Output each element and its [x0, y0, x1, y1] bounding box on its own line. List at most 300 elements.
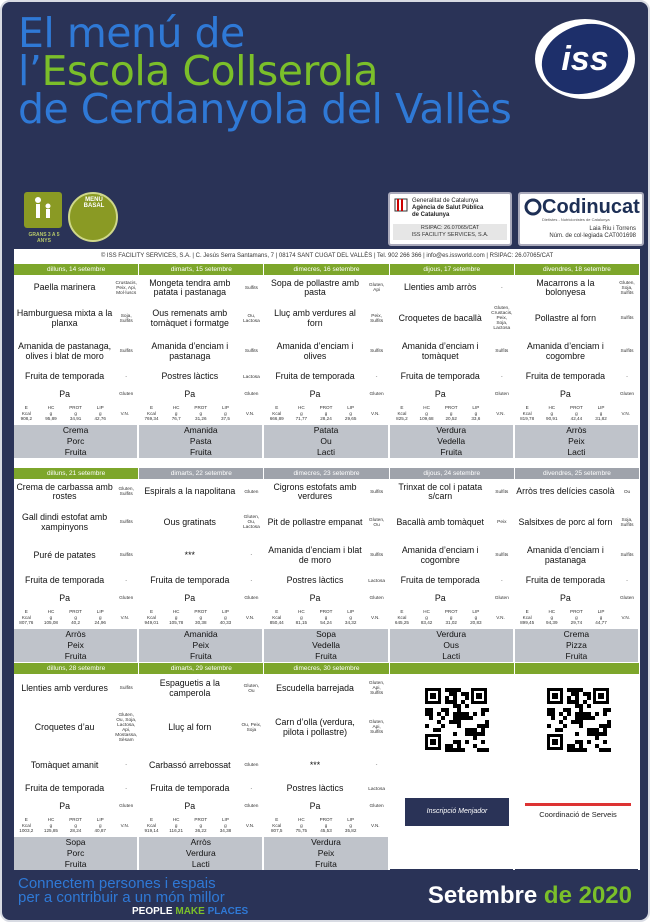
- dinner-item: Verdura: [436, 629, 467, 639]
- nutrition-value: [314, 405, 339, 422]
- nutrition-number: 109,68: [419, 416, 434, 422]
- dish-name: Amanida de pastanaga, olives i blat de moro: [18, 341, 112, 361]
- dinner-item: Fruita: [64, 651, 87, 661]
- nutrition-vn: V.N.: [120, 614, 130, 620]
- dish-name: Fruita de temporada: [275, 371, 355, 382]
- day-header: dimecres, 30 setembre: [264, 663, 389, 674]
- dinner-suggestion: [139, 629, 262, 662]
- nutrition-vn: V.N.: [371, 822, 380, 828]
- day-header-row: [14, 264, 640, 275]
- dinner-item: Fruita: [440, 447, 463, 457]
- nutrition-label: LIP: [597, 609, 605, 615]
- nutrition-unit: Kcal: [522, 614, 532, 620]
- nutrition-row: [264, 815, 387, 837]
- nutrition-label: E: [275, 817, 279, 823]
- allergens: Sulfits: [620, 349, 634, 354]
- dish-name: Fruita de temporada: [24, 575, 105, 586]
- nutrition-unit: Kcal: [147, 410, 156, 416]
- iss-logo-text: iss: [561, 40, 609, 78]
- week-grid: [14, 275, 640, 458]
- nutrition-number: 30,38: [195, 620, 207, 626]
- dish-row: [14, 336, 137, 368]
- dinner-item: Peix: [192, 640, 210, 650]
- allergens: Sulfits: [244, 285, 258, 291]
- dish-name: Lluç al forn: [168, 721, 212, 732]
- dinner-item: Fruita: [315, 651, 337, 661]
- qr-panel-coordinacio: [519, 678, 637, 866]
- dish-name: Macarrons a la bolonyesa: [536, 277, 595, 297]
- iss-logo-icon: [532, 16, 638, 102]
- allergens: -: [626, 374, 628, 380]
- dish-row: [390, 275, 513, 302]
- nutrition-unit: g: [300, 410, 303, 416]
- nutrition-value: [289, 405, 314, 422]
- day-header-empty: [515, 663, 640, 674]
- dish-name: Llenties amb arròs: [404, 282, 477, 293]
- dish-name: Bacallà amb tomàquet: [396, 516, 484, 527]
- day-column: [390, 479, 515, 662]
- nutrition-value: [139, 609, 164, 626]
- dish-name: Fruita de temporada: [24, 783, 105, 794]
- nutrition-unit: Kcal: [21, 822, 31, 828]
- age-badge-label: GRANS 3 A 5 ANYS: [28, 232, 60, 244]
- nutrition-row: [515, 403, 638, 425]
- allergens: -: [125, 374, 127, 380]
- menu-basal-label: MENÚ BASAL: [83, 197, 105, 209]
- dish-row: [14, 302, 137, 336]
- nutrition-number: 31,82: [595, 416, 607, 422]
- nutrition-unit: Kcal: [21, 614, 31, 620]
- dish-name: Espirals a la napolitana: [144, 486, 236, 497]
- dinner-item: Fruita: [64, 859, 87, 869]
- dish-name: Pa: [434, 592, 446, 603]
- dish-row: [515, 368, 638, 387]
- nutrition-label: PROT: [194, 817, 208, 823]
- allergens: Gluten: [369, 392, 384, 397]
- dish-name: Postres làctics: [286, 783, 344, 794]
- nutrition-unit: g: [324, 614, 328, 620]
- nutrition-row: [139, 403, 262, 425]
- day-header: dimarts, 29 setembre: [139, 663, 264, 674]
- nutrition-value: [289, 609, 314, 626]
- day-header-row: [14, 468, 640, 479]
- nutrition-value: [213, 609, 238, 626]
- allergens: Gluten: [369, 596, 384, 601]
- dish-row: [264, 752, 387, 780]
- nutrition-label: HC: [298, 609, 305, 615]
- nutrition-value: [39, 609, 64, 626]
- dinner-item: Crema: [563, 629, 590, 639]
- dish-row: [14, 780, 137, 799]
- allergens: -: [501, 374, 503, 380]
- dish-name: Fruita de temporada: [400, 575, 480, 586]
- nutrition-label: HC: [172, 609, 180, 615]
- nutrition-label: E: [275, 405, 279, 411]
- nutrition-label: HC: [47, 405, 55, 411]
- allergens: Lactosa: [368, 578, 386, 584]
- nutrition-value: [338, 817, 363, 834]
- codinucat-name: Codinucat: [542, 196, 640, 218]
- nutrition-number: 37,5: [220, 416, 230, 422]
- nutrition-number: 807,76: [19, 620, 34, 626]
- dish-row: [139, 479, 262, 506]
- dish-name: Mongeta tendra amb patata i pastanaga: [149, 277, 231, 297]
- dinner-item: Patata: [313, 425, 339, 435]
- nutrition-value: [63, 405, 88, 422]
- age-badge: [24, 192, 62, 244]
- allergens: -: [125, 786, 127, 792]
- nutrition-label: PROT: [69, 405, 82, 411]
- allergens: Gluten, Sulfits: [118, 487, 134, 497]
- allergens: Gluten, Api, Sulfits: [368, 720, 385, 735]
- company-header: © ISS FACILITY SERVICES, S.A. | C. Jesús Serra Santamans, 7 | 08174 SANT CUGAT DEL VALLÈS | Tel. 902 266 366 | info@es.issworld.com | RSIPAC: 26.07065/CAT: [100, 253, 554, 259]
- nutrition-number: 24,96: [94, 620, 106, 626]
- dish-name: Gall dindi estofat amb xampinyons: [22, 512, 108, 532]
- nutrition-number: 95,89: [45, 416, 57, 422]
- day-column: [264, 275, 389, 458]
- nutrition-value: [264, 405, 289, 422]
- family-icon: [24, 192, 62, 228]
- nutrition-label: HC: [47, 609, 55, 615]
- nutrition-label: E: [525, 609, 529, 615]
- nutrition-unit: g: [224, 614, 227, 620]
- slogan-line-1: Connectem persones i espais: [18, 875, 216, 892]
- nutrition-value: [515, 405, 540, 422]
- dinner-item: Peix: [67, 640, 84, 650]
- dinner-item: Arròs: [190, 837, 211, 847]
- allergens: Gluten: [494, 392, 509, 397]
- dish-row: [515, 479, 638, 506]
- nutrition-unit: g: [199, 822, 203, 828]
- nutrition-row: [515, 607, 638, 629]
- dish-row: [14, 572, 137, 591]
- dinner-item: Peix: [568, 436, 585, 446]
- nutrition-label: PROT: [319, 405, 333, 411]
- nutrition-value: [539, 405, 564, 422]
- allergens: Soja, Sulfits: [620, 517, 634, 528]
- nutrition-unit: g: [199, 614, 203, 620]
- nutrition-number: 31,26: [195, 416, 207, 422]
- allergens: Sulfits: [119, 349, 133, 354]
- nutrition-unit: g: [174, 822, 178, 828]
- nutrition-unit: g: [300, 614, 303, 620]
- dinner-suggestion: [515, 629, 638, 662]
- dinner-suggestion: [14, 837, 137, 870]
- dish-name: Pa: [309, 800, 321, 811]
- nutrition-value: [88, 609, 113, 626]
- nutrition-number: 769,34: [144, 416, 159, 422]
- nutrition-unit: g: [599, 410, 603, 416]
- nutrition-unit: Kcal: [272, 822, 282, 828]
- dish-row: [139, 591, 262, 607]
- dish-row: [390, 387, 513, 403]
- nutrition-unit: g: [98, 410, 102, 416]
- nutrition-vn: V.N.: [120, 410, 130, 416]
- dish-name: Carn d’olla (verdura, pilota i pollastre): [275, 717, 355, 737]
- nutrition-label: LIP: [472, 405, 480, 411]
- allergens: Peix, Sulfits: [370, 313, 384, 324]
- gencat-emblem-icon: [394, 198, 408, 212]
- nutrition-number: 908,2: [20, 416, 33, 422]
- dish-name: Carbassó arrebossat: [148, 759, 231, 770]
- dinner-item: Fruita: [315, 859, 337, 869]
- nutrition-number: 28,24: [320, 416, 332, 422]
- dish-row: [139, 540, 262, 572]
- day-header: dijous, 17 setembre: [390, 264, 515, 275]
- nutrition-value: [39, 817, 64, 834]
- nutrition-label: PROT: [194, 405, 208, 411]
- slogan-line-2: per a contribuir a un món millor: [18, 889, 225, 906]
- nutrition-unit: Kcal: [397, 614, 407, 620]
- nutrition-vn: V.N.: [496, 614, 505, 620]
- nutrition-vn: V.N.: [245, 822, 255, 828]
- dinner-item: Verdura: [185, 848, 216, 858]
- day-column: [264, 479, 389, 662]
- allergens: Sulfits: [370, 553, 384, 558]
- nutrition-number: 29,74: [570, 620, 583, 626]
- nutrition-number: 807,5: [270, 828, 283, 834]
- dish-row: [264, 540, 387, 572]
- nutrition-unit: g: [550, 614, 554, 620]
- day-header: divendres, 25 setembre: [515, 468, 640, 479]
- tagline-make: MAKE: [175, 906, 205, 917]
- slogan: [18, 877, 225, 905]
- nutrition-number: 35,82: [344, 828, 357, 834]
- dish-name: Croquetes de bacallà: [398, 312, 482, 323]
- nutrition-value: [188, 817, 213, 834]
- nutrition-value: [289, 817, 314, 834]
- nutrition-label: LIP: [347, 609, 355, 615]
- nutrition-number: 105,08: [43, 620, 58, 626]
- nutrition-label: HC: [298, 817, 305, 823]
- dish-row: [264, 275, 387, 302]
- allergens: -: [375, 374, 378, 380]
- dinner-item: Lacti: [567, 447, 586, 457]
- day-header: dilluns, 14 setembre: [14, 264, 139, 275]
- qr-code-icon: [423, 686, 489, 752]
- nutrition-vn: V.N.: [371, 614, 380, 620]
- qr-code-icon: [545, 686, 611, 752]
- dinner-item: Pasta: [189, 436, 212, 446]
- nutrition-number: 44,77: [595, 620, 607, 626]
- nutrition-label: LIP: [221, 817, 229, 823]
- dietitian-number: Núm. de col·legiada CAT001698: [549, 233, 636, 239]
- nutrition-number: 34,32: [344, 620, 357, 626]
- nutrition-label: HC: [172, 817, 180, 823]
- allergens: -: [501, 285, 503, 291]
- nutrition-number: 76,7: [171, 416, 181, 422]
- dish-row: [264, 780, 387, 799]
- nutrition-unit: g: [324, 822, 328, 828]
- dinner-suggestion: [14, 425, 137, 458]
- dish-row: [139, 799, 262, 815]
- dish-row: [390, 368, 513, 387]
- nutrition-number: 34,38: [219, 828, 232, 834]
- allergens: Gluten, Ou: [243, 683, 260, 694]
- gencat-l1: Generalitat de Catalunya: [412, 198, 479, 204]
- allergens: Gluten: [494, 596, 509, 601]
- dish-name: Arròs tres delícies casolà: [516, 486, 615, 497]
- nutrition-unit: g: [49, 822, 53, 828]
- dish-name: Pa: [434, 388, 446, 399]
- dish-row: [264, 704, 387, 752]
- day-column: [139, 479, 264, 662]
- nutrition-unit: g: [98, 822, 102, 828]
- nutrition-number: 40,87: [94, 828, 106, 834]
- nutrition-label: E: [275, 609, 279, 615]
- nutrition-unit: g: [74, 410, 77, 416]
- gencat-logo: [388, 192, 512, 246]
- nutrition-vn: V.N.: [245, 410, 255, 416]
- dish-name: Lluç amb verdures al forn: [274, 308, 356, 328]
- nutrition-value: [464, 405, 489, 422]
- allergens: Gluten: [369, 804, 384, 809]
- dinner-item: Vedella: [437, 436, 466, 446]
- allergens: -: [125, 578, 127, 584]
- nutrition-unit: g: [324, 410, 328, 416]
- dish-row: [14, 479, 137, 506]
- allergens: Gluten: [619, 392, 635, 397]
- dish-row: [264, 506, 387, 540]
- nutrition-unit: g: [174, 410, 178, 416]
- dinner-item: Ou: [320, 436, 332, 446]
- dish-name: Croquetes d’au: [34, 721, 95, 732]
- nutrition-number: 105,78: [169, 620, 184, 626]
- nutrition-unit: g: [474, 614, 478, 620]
- month-name: Setembre: [427, 882, 538, 909]
- dinner-item: Arròs: [566, 425, 587, 435]
- month-year: 2020: [578, 882, 632, 909]
- nutrition-vn: V.N.: [371, 410, 380, 416]
- day-column: [14, 674, 139, 870]
- allergens: Gluten, Api, Sulfits: [368, 681, 385, 696]
- nutrition-unit: Kcal: [147, 614, 156, 620]
- nutrition-value: [164, 817, 189, 834]
- allergens: Sulfits: [620, 553, 634, 558]
- qr-title: Coordinació de Serveis: [539, 810, 617, 819]
- nutrition-unit: g: [224, 410, 227, 416]
- day-header: dimarts, 22 setembre: [139, 468, 264, 479]
- dish-row: [390, 479, 513, 506]
- allergens: Sulfits: [495, 553, 509, 558]
- nutrition-unit: g: [349, 410, 352, 416]
- nutrition-number: 42,44: [570, 416, 583, 422]
- nutrition-label: HC: [298, 405, 305, 411]
- dinner-suggestion: [14, 629, 137, 662]
- day-header: divendres, 18 setembre: [515, 264, 640, 275]
- dish-row: [390, 302, 513, 336]
- nutrition-row: [390, 403, 513, 425]
- dinner-suggestion: [515, 425, 638, 458]
- allergens: Crustacis, Peix, Api, Mol·luscs: [115, 280, 137, 296]
- dish-row: [14, 704, 137, 752]
- nutrition-value: [338, 609, 363, 626]
- nutrition-label: LIP: [96, 817, 104, 823]
- title-line-1: El menú de: [18, 9, 245, 57]
- nutrition-number: 31,02: [445, 620, 457, 626]
- nutrition-number: 81,15: [295, 620, 308, 626]
- nutrition-number: 666,89: [269, 416, 284, 422]
- day-column: [264, 674, 389, 870]
- nutrition-value: [88, 817, 113, 834]
- dinner-item: Porc: [66, 436, 85, 446]
- dish-name: Ous gratinats: [163, 516, 216, 527]
- day-header-empty: [390, 663, 515, 674]
- nutrition-row: [264, 607, 387, 629]
- nutrition-unit: Kcal: [522, 410, 532, 416]
- nutrition-unit: g: [98, 614, 102, 620]
- allergens: Gluten: [244, 489, 259, 495]
- title-line-3: de Cerdanyola del Vallès: [18, 85, 512, 133]
- nutrition-label: PROT: [194, 609, 208, 615]
- day-column: [14, 479, 139, 662]
- nutrition-unit: g: [474, 410, 478, 416]
- nutrition-unit: g: [174, 614, 178, 620]
- nutrition-number: 75,75: [295, 828, 308, 834]
- day-column: [139, 275, 264, 458]
- day-header: dilluns, 21 setembre: [14, 468, 139, 479]
- nutrition-label: LIP: [597, 405, 605, 411]
- dinner-item: Porc: [66, 848, 85, 858]
- dish-name: Espaguetis a la camperola: [159, 678, 220, 698]
- nutrition-value: [14, 405, 39, 422]
- day-column: [139, 674, 264, 870]
- nutrition-vn: V.N.: [621, 410, 630, 416]
- dish-row: [14, 387, 137, 403]
- rsipac-box: [393, 224, 507, 240]
- dish-row: [515, 506, 638, 540]
- nutrition-value: [213, 817, 238, 834]
- nutrition-number: 899,45: [520, 620, 535, 626]
- day-header: dimarts, 15 setembre: [139, 264, 264, 275]
- allergens: Lactosa: [368, 786, 386, 792]
- nutrition-vn: V.N.: [496, 410, 505, 416]
- dish-row: [515, 275, 638, 302]
- nutrition-label: HC: [172, 405, 180, 411]
- dish-row: [390, 540, 513, 572]
- nutrition-unit: g: [575, 614, 578, 620]
- nutrition-label: HC: [423, 609, 430, 615]
- nutrition-value: [314, 609, 339, 626]
- dish-row: [139, 752, 262, 780]
- dinner-item: Lacti: [317, 447, 335, 457]
- dish-row: [14, 368, 137, 387]
- nutrition-label: HC: [548, 405, 556, 411]
- allergens: Gluten, Ou: [368, 517, 385, 528]
- nutrition-unit: g: [49, 614, 53, 620]
- title-prefix: l’: [18, 47, 42, 95]
- day-header: dijous, 24 setembre: [390, 468, 515, 479]
- dish-row: [139, 506, 262, 540]
- dish-name: Amanida d’enciam i cogombre: [401, 545, 479, 565]
- dish-row: [515, 387, 638, 403]
- nutrition-label: HC: [47, 817, 55, 823]
- dinner-item: Ous: [443, 640, 459, 650]
- dish-row: [139, 387, 262, 403]
- nutrition-number: 20,52: [445, 416, 457, 422]
- allergens: Gluten, Api: [368, 283, 385, 293]
- nutrition-number: 42,76: [94, 416, 106, 422]
- nutrition-row: [264, 403, 387, 425]
- dish-name: Ous remenats amb tomàquet i formatge: [150, 308, 229, 328]
- day-header: dimecres, 23 setembre: [264, 468, 389, 479]
- dish-row: [264, 572, 387, 591]
- dish-name: Fruita de temporada: [24, 371, 105, 382]
- dish-row: [139, 302, 262, 336]
- nutrition-label: LIP: [347, 817, 355, 823]
- nutrition-value: [88, 405, 113, 422]
- nutrition-label: PROT: [444, 609, 458, 615]
